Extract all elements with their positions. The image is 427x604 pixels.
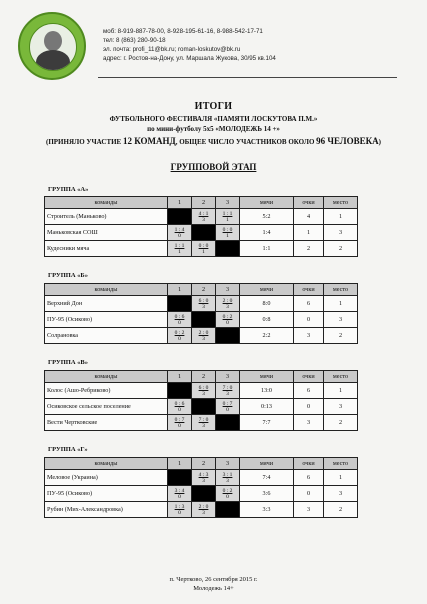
match-points: 3 [226, 477, 229, 484]
match-result-cell [168, 328, 192, 344]
self-match-cell [192, 399, 216, 415]
match-score: 0 : 6 [174, 313, 185, 320]
festival-name: ФУТБОЛЬНОГО ФЕСТИВАЛЯ «ПАМЯТИ ЛОСКУТОВА П.М.» [109, 115, 318, 123]
self-match-cell [168, 296, 192, 312]
match-result-cell [192, 502, 216, 518]
group-label: ГРУППА «Г» [48, 446, 88, 453]
column-header-balls: мячи [240, 371, 294, 383]
column-header-points: очки [294, 197, 324, 209]
table-row [45, 241, 358, 257]
self-match-cell [168, 470, 192, 486]
match-points: 1 [202, 248, 205, 255]
match-points: 0 [178, 335, 181, 342]
match-score: 0 : 7 [174, 416, 185, 423]
self-match-cell [216, 415, 240, 431]
match-points: 3 [202, 509, 205, 516]
self-match-cell [216, 502, 240, 518]
place-cell: 3 [324, 486, 358, 502]
goals-cell: 8:0 [240, 296, 294, 312]
points-cell: 0 [294, 312, 324, 328]
match-result-cell [168, 486, 192, 502]
match-points: 0 [178, 232, 181, 239]
place-cell: 1 [324, 296, 358, 312]
column-header-c2: 2 [192, 284, 216, 296]
column-header-place: место [324, 197, 358, 209]
column-header-teams: команды [45, 458, 168, 470]
column-header-balls: мячи [240, 197, 294, 209]
column-header-teams: команды [45, 197, 168, 209]
self-match-cell [192, 486, 216, 502]
column-header-c1: 1 [168, 284, 192, 296]
team-name: Строитель (Маньково) [45, 209, 168, 225]
table-row [45, 328, 358, 344]
column-header-points: очки [294, 371, 324, 383]
team-name: ПУ-95 (Осиково) [45, 312, 168, 328]
table-row [45, 399, 358, 415]
column-header-points: очки [294, 458, 324, 470]
team-name: Маньковская СОШ [45, 225, 168, 241]
points-cell: 3 [294, 415, 324, 431]
column-header-c1: 1 [168, 197, 192, 209]
self-match-cell [168, 209, 192, 225]
tournament-category: по мини-футболу 5х5 «МОЛОДЕЖЬ 14 +» [147, 125, 280, 133]
match-score: 2 : 0 [198, 503, 209, 510]
match-points: 3 [202, 303, 205, 310]
match-points: 1 [226, 216, 229, 223]
match-score: 1 : 1 [174, 242, 185, 249]
team-name: Верхний Дон [45, 296, 168, 312]
table-row [45, 470, 358, 486]
column-header-c2: 2 [192, 197, 216, 209]
portrait-head [44, 31, 62, 51]
portrait-body [36, 50, 70, 71]
match-score: 0 : 0 [222, 226, 233, 233]
title-block [0, 101, 427, 146]
column-header-teams: команды [45, 284, 168, 296]
column-header-c3: 3 [216, 371, 240, 383]
match-result-cell [216, 209, 240, 225]
team-name: Вести Чертковские [45, 415, 168, 431]
table-row [45, 415, 358, 431]
match-result-cell [168, 415, 192, 431]
place-cell: 2 [324, 502, 358, 518]
group-table [44, 370, 358, 431]
group-label: ГРУППА «А» [48, 186, 89, 193]
match-score: 0 : 6 [174, 400, 185, 407]
place-cell: 1 [324, 383, 358, 399]
match-points: 3 [202, 390, 205, 397]
match-points: 0 [226, 319, 229, 326]
match-score: 6 : 0 [198, 384, 209, 391]
place-cell: 3 [324, 225, 358, 241]
match-score: 4 : 1 [198, 210, 209, 217]
column-header-teams: команды [45, 371, 168, 383]
match-result-cell [216, 312, 240, 328]
match-score: 1 : 1 [222, 210, 233, 217]
goals-cell: 3:6 [240, 486, 294, 502]
match-score: 7 : 0 [222, 384, 233, 391]
match-points: 0 [226, 493, 229, 500]
match-points: 1 [178, 248, 181, 255]
match-points: 1 [226, 232, 229, 239]
column-header-c2: 2 [192, 458, 216, 470]
points-cell: 0 [294, 486, 324, 502]
column-header-c3: 3 [216, 284, 240, 296]
column-header-c1: 1 [168, 458, 192, 470]
match-points: 0 [178, 493, 181, 500]
place-cell: 2 [324, 241, 358, 257]
match-result-cell [216, 470, 240, 486]
table-row [45, 486, 358, 502]
place-cell: 2 [324, 328, 358, 344]
match-score: 0 : 0 [198, 242, 209, 249]
festival-logo [18, 12, 86, 80]
match-score: 2 : 0 [198, 329, 209, 336]
group-label: ГРУППА «Б» [48, 272, 88, 279]
self-match-cell [192, 225, 216, 241]
match-result-cell [192, 383, 216, 399]
group-table [44, 283, 358, 344]
points-cell: 6 [294, 296, 324, 312]
place-cell: 1 [324, 470, 358, 486]
column-header-place: место [324, 458, 358, 470]
self-match-cell [216, 328, 240, 344]
match-points: 0 [178, 319, 181, 326]
column-header-c3: 3 [216, 458, 240, 470]
column-header-c1: 1 [168, 371, 192, 383]
contact-mobile: моб: 8-919-887-78-00, 8-928-195-61-16, 8-988-542-17-71 [103, 28, 263, 35]
match-score: 3 : 4 [174, 487, 185, 494]
match-score: 2 : 0 [222, 297, 233, 304]
group-table [44, 457, 358, 518]
place-cell: 2 [324, 415, 358, 431]
goals-cell: 2:2 [240, 328, 294, 344]
match-result-cell [192, 209, 216, 225]
match-points: 0 [178, 509, 181, 516]
match-score: 6 : 0 [198, 297, 209, 304]
goals-cell: 1:4 [240, 225, 294, 241]
goals-cell: 3:3 [240, 502, 294, 518]
column-header-balls: мячи [240, 458, 294, 470]
match-result-cell [168, 225, 192, 241]
match-points: 3 [226, 390, 229, 397]
summary-mid: , ОБЩЕЕ ЧИСЛО УЧАСТНИКОВ ОКОЛО [175, 138, 317, 146]
points-cell: 6 [294, 470, 324, 486]
match-result-cell [168, 312, 192, 328]
group-label: ГРУППА «В» [48, 359, 88, 366]
match-result-cell [216, 486, 240, 502]
footer-place-date: п. Чертково, 26 сентября 2015 г. [169, 576, 258, 583]
contact-phone: тел: 8 (863) 280-90-18 [103, 37, 166, 44]
match-score: 1 : 3 [174, 503, 185, 510]
summary-pre: (ПРИНЯЛО УЧАСТИЕ [46, 138, 123, 146]
place-cell: 3 [324, 399, 358, 415]
team-name: Солрановка [45, 328, 168, 344]
match-result-cell [216, 296, 240, 312]
match-points: 3 [226, 303, 229, 310]
participants-count: 96 ЧЕЛОВЕКА [316, 136, 379, 146]
goals-cell: 7:4 [240, 470, 294, 486]
footer [0, 575, 427, 593]
match-result-cell [216, 383, 240, 399]
points-cell: 1 [294, 225, 324, 241]
match-points: 3 [202, 216, 205, 223]
match-score: 4 : 3 [198, 471, 209, 478]
points-cell: 0 [294, 399, 324, 415]
points-cell: 6 [294, 383, 324, 399]
match-points: 0 [178, 406, 181, 413]
match-score: 0 : 2 [174, 329, 185, 336]
header-divider [98, 77, 397, 78]
match-result-cell [192, 470, 216, 486]
match-result-cell [168, 241, 192, 257]
column-header-place: место [324, 284, 358, 296]
match-points: 0 [178, 422, 181, 429]
place-cell: 1 [324, 209, 358, 225]
goals-cell: 0:8 [240, 312, 294, 328]
match-result-cell [192, 241, 216, 257]
column-header-c3: 3 [216, 197, 240, 209]
self-match-cell [192, 312, 216, 328]
goals-cell: 5:2 [240, 209, 294, 225]
participation-summary [0, 136, 427, 146]
summary-post: ) [378, 138, 381, 146]
footer-category: Молодежь 14+ [193, 585, 234, 592]
match-score: 7 : 0 [198, 416, 209, 423]
table-row [45, 296, 358, 312]
match-result-cell [192, 296, 216, 312]
goals-cell: 1:1 [240, 241, 294, 257]
match-score: 0 : 7 [222, 400, 233, 407]
contact-info [103, 27, 276, 63]
column-header-c2: 2 [192, 371, 216, 383]
team-name: Меловое (Украина) [45, 470, 168, 486]
contact-email: эл. почта: profi_11@bk.ru; roman-loskutov@bk.ru [103, 46, 241, 53]
table-row [45, 383, 358, 399]
table-row [45, 312, 358, 328]
goals-cell: 7:7 [240, 415, 294, 431]
match-points: 3 [202, 477, 205, 484]
goals-cell: 13:0 [240, 383, 294, 399]
match-score: 0 : 2 [222, 487, 233, 494]
teams-count: 12 КОМАНД [122, 136, 176, 146]
match-points: 3 [202, 422, 205, 429]
team-name: Осиковское сельское поселение [45, 399, 168, 415]
group-table [44, 196, 358, 257]
table-row [45, 225, 358, 241]
contact-address: адрес: г. Ростов-на-Дону, ул. Маршала Жукова, 30/95 кв.104 [103, 55, 276, 62]
match-score: 0 : 2 [222, 313, 233, 320]
column-header-balls: мячи [240, 284, 294, 296]
column-header-place: место [324, 371, 358, 383]
column-header-points: очки [294, 284, 324, 296]
self-match-cell [216, 241, 240, 257]
match-result-cell [192, 415, 216, 431]
match-result-cell [192, 328, 216, 344]
team-name: Колос (Ашо-Ребриково) [45, 383, 168, 399]
table-row [45, 209, 358, 225]
goals-cell: 0:13 [240, 399, 294, 415]
team-name: Рубин (Мих-Александровка) [45, 502, 168, 518]
match-points: 3 [202, 335, 205, 342]
points-cell: 4 [294, 209, 324, 225]
points-cell: 3 [294, 328, 324, 344]
match-score: 3 : 1 [222, 471, 233, 478]
table-row [45, 502, 358, 518]
team-name: Кудесники мяча [45, 241, 168, 257]
match-result-cell [168, 502, 192, 518]
match-score: 1 : 4 [174, 226, 185, 233]
stage-title: ГРУППОВОЙ ЭТАП [170, 162, 257, 172]
match-result-cell [216, 399, 240, 415]
page-title: ИТОГИ [194, 101, 233, 112]
self-match-cell [168, 383, 192, 399]
logo-portrait [29, 23, 77, 71]
match-result-cell [168, 399, 192, 415]
match-points: 0 [226, 406, 229, 413]
points-cell: 3 [294, 502, 324, 518]
points-cell: 2 [294, 241, 324, 257]
team-name: ПУ-95 (Осиково) [45, 486, 168, 502]
place-cell: 3 [324, 312, 358, 328]
match-result-cell [216, 225, 240, 241]
